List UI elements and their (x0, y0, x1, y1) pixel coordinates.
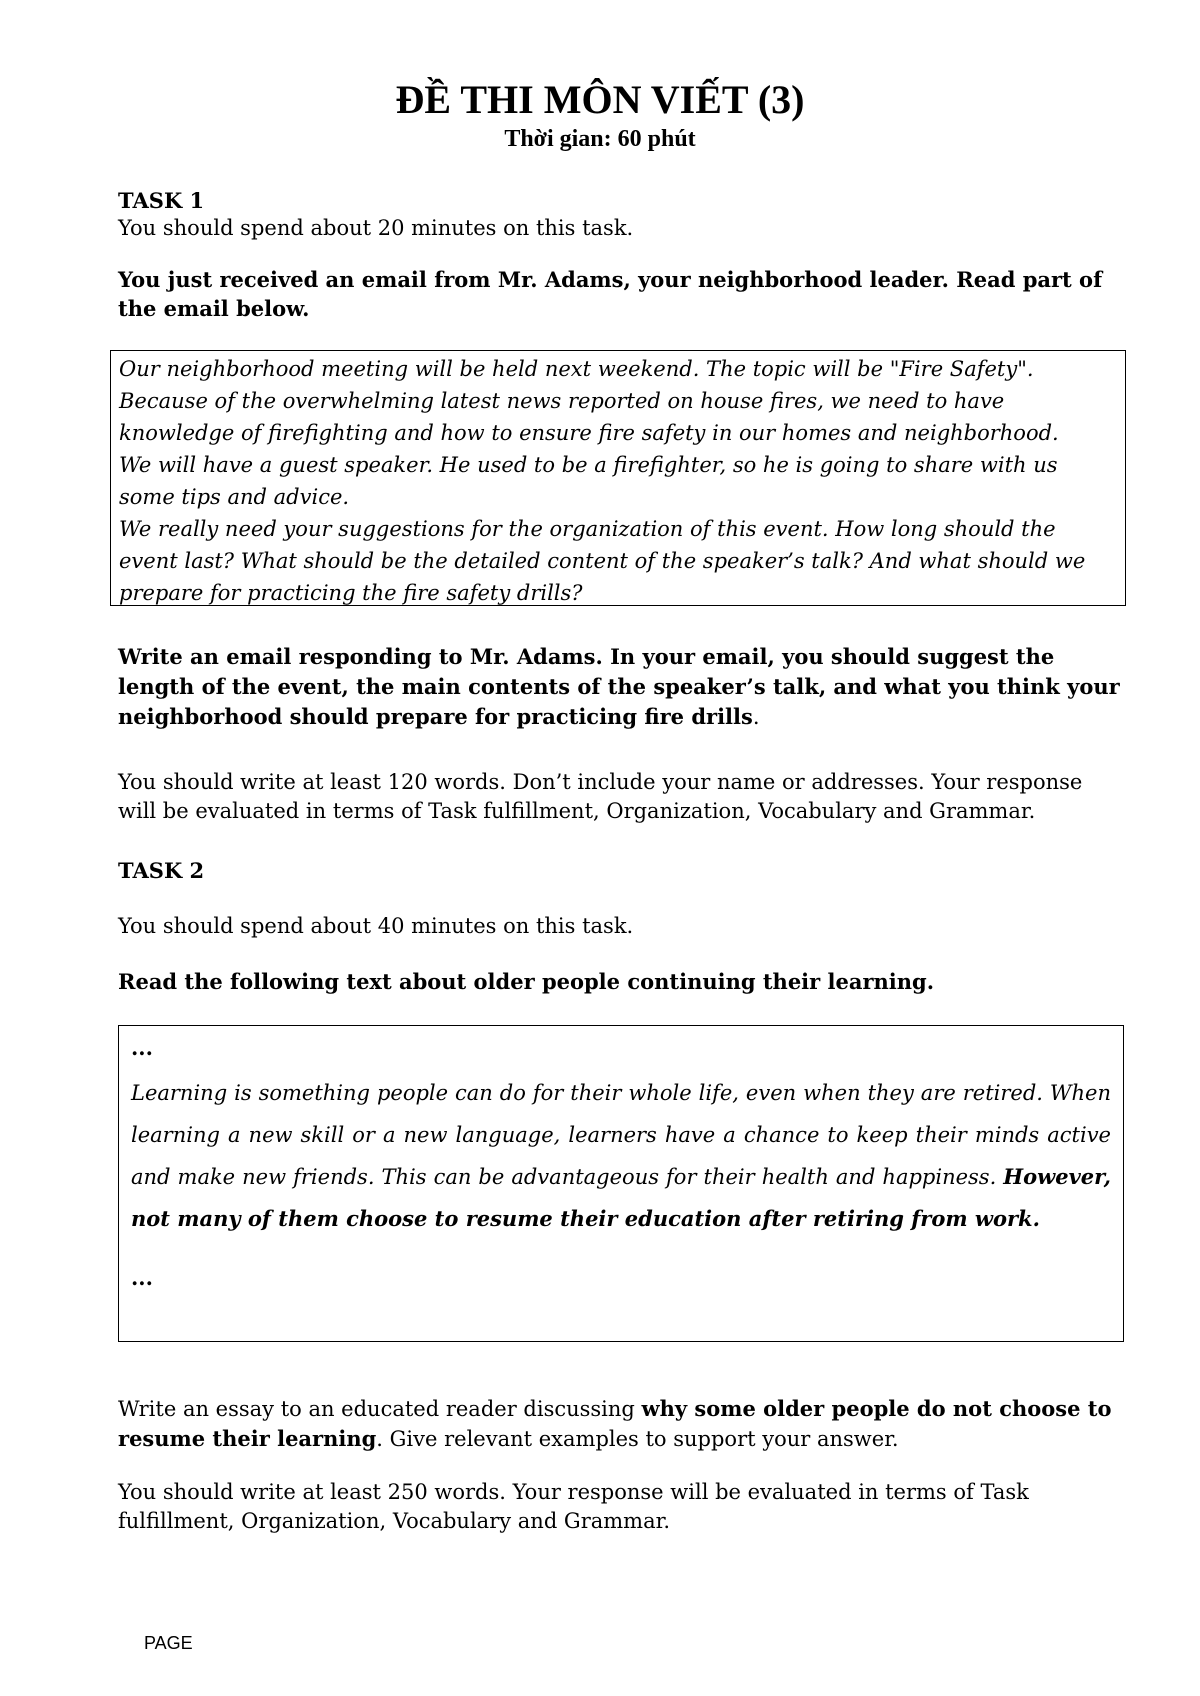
task1-instruction (118, 642, 1123, 732)
email-excerpt-box (110, 350, 1126, 606)
ellipsis-top: ... (131, 1035, 153, 1060)
task1-time-note: You should spend about 20 minutes on this task. (118, 216, 634, 240)
page-title: ĐỀ THI MÔN VIẾT (3) (395, 77, 805, 122)
reading-passage (131, 1072, 1111, 1240)
task2-heading: TASK 2 (118, 858, 205, 883)
email-paragraph: We really need your suggestions for the organization of this event. How long should the event last? What should be the detailed content of the speaker’s talk? And what should we prepare for practicing the fire safety drills? (119, 517, 1086, 605)
email-paragraph: Our neighborhood meeting will be held next weekend. The topic will be "Fire Safety". Because of the overwhelming latest news reported on house fires, we need to have knowledge of firefighting and how to ensure fire safety in our homes and neighborhood. (119, 357, 1059, 445)
task1-requirements: You should write at least 120 words. Don’t include your name or addresses. Your response will be evaluated in terms of Task fulfillment, Organization, Vocabulary and Grammar. (118, 770, 1083, 823)
passage-text: Learning is something people can do for their whole life, even when they are retired. When learning a new skill or a new language, learners have a chance to keep their minds active and make new friends. This can be advantageous for their health and happiness. (131, 1081, 1111, 1189)
time-limit: Thời gian: 60 phút (504, 126, 696, 152)
task2-intro: Read the following text about older people continuing their learning. (118, 969, 935, 994)
task2-time-note: You should spend about 40 minutes on this task. (118, 914, 634, 938)
task2-essay-prompt (118, 1394, 1123, 1454)
task1-instruction-end: . (752, 705, 760, 729)
email-paragraph: We will have a guest speaker. He used to be a firefighter, so he is going to share with us some tips and advice. (119, 453, 1058, 509)
reading-passage-box (118, 1025, 1124, 1342)
task2-requirements: You should write at least 250 words. Your response will be evaluated in terms of Task fulfillment, Organization, Vocabulary and Grammar. (118, 1480, 1029, 1533)
essay-topic: why some older people do not choose to resume their learning (118, 1396, 1112, 1451)
passage-key-sentence: However, not many of them choose to resume their education after retiring from work. (131, 1164, 1111, 1231)
task1-instruction-text: Write an email responding to Mr. Adams. In your email, you should suggest the length of the event, the main contents of the speaker’s talk, and what you think your neighborhood should prepare for practicing fire drills (118, 644, 1120, 729)
essay-prefix: Write an essay to an educated reader discussing (118, 1397, 642, 1421)
page-footer-label: PAGE (144, 1633, 193, 1653)
ellipsis-bottom: ... (131, 1265, 153, 1290)
task1-intro: You just received an email from Mr. Adams, your neighborhood leader. Read part of the email below. (118, 267, 1103, 321)
task1-heading: TASK 1 (118, 188, 205, 213)
essay-suffix: . Give relevant examples to support your answer. (376, 1427, 899, 1451)
